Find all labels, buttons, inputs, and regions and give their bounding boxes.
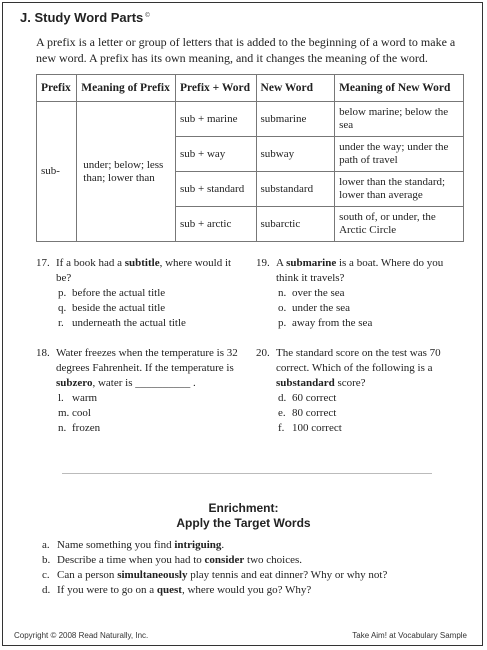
list-item: a. Name something you find intriguing. — [42, 539, 225, 551]
question-19 — [256, 256, 466, 331]
new-word-cell: submarine — [256, 102, 335, 137]
combo-cell: sub + marine — [175, 102, 256, 137]
target-word: consider — [204, 554, 245, 566]
question-20 — [256, 346, 466, 436]
answer-option[interactable]: q. beside the actual title — [58, 302, 166, 314]
target-word: quest — [156, 584, 182, 596]
table-row — [37, 102, 464, 137]
question-stem: If a book had a subtitle, where would it be? — [56, 257, 232, 284]
list-item: b. Describe a time when you had to consider two choices. — [42, 554, 303, 566]
list-item: c. Can a person simultaneously play tennis and eat dinner? Why or why not? — [42, 569, 388, 581]
target-word: intriguing — [174, 539, 222, 551]
answer-option[interactable]: n. over the sea — [278, 287, 345, 299]
answer-option[interactable]: m. cool — [58, 407, 91, 419]
target-word: substandard — [276, 377, 335, 389]
intro-paragraph: A prefix is a letter or group of letters that is added to the beginning of a word to make a new word. A prefix has its own meaning, and it changes the meaning of the word. — [36, 35, 456, 65]
question-stem: Water freezes when the temperature is 32 degrees Fahrenheit. If the temperature is subzero, water is __________ . — [56, 347, 238, 389]
column-header: New Word — [256, 75, 335, 102]
target-word: submarine — [286, 257, 337, 269]
footer-title: Take Aim! at Vocabulary Sample — [352, 631, 467, 640]
enrichment-list — [42, 538, 387, 598]
new-word-cell: subarctic — [256, 207, 335, 242]
column-header: Prefix — [37, 75, 77, 102]
answer-option[interactable]: p. away from the sea — [278, 317, 373, 329]
answer-option[interactable]: p. before the actual title — [58, 287, 166, 299]
combo-cell: sub + arctic — [175, 207, 256, 242]
answer-option[interactable]: d. 60 correct — [278, 392, 337, 404]
question-stem: A submarine is a boat. Where do you think it travels? — [276, 257, 444, 284]
target-word: subzero — [56, 377, 93, 389]
new-word-meaning-cell: south of, or under, the Arctic Circle — [335, 207, 464, 242]
question-number: 18. — [36, 347, 50, 359]
enrichment-subheading: Apply the Target Words — [176, 516, 311, 530]
target-word: simultaneously — [117, 569, 188, 581]
question-17 — [36, 256, 248, 331]
section-title — [20, 10, 150, 25]
question-number: 19. — [256, 257, 270, 269]
section-title-text: J. Study Word Parts — [20, 10, 144, 25]
new-word-meaning-cell: under the way; under the path of travel — [335, 137, 464, 172]
title-mark: © — [145, 12, 150, 19]
answer-option[interactable]: o. under the sea — [278, 302, 351, 314]
answer-option[interactable]: e. 80 correct — [278, 407, 337, 419]
combo-cell: sub + way — [175, 137, 256, 172]
question-number: 17. — [36, 257, 50, 269]
new-word-meaning-cell: lower than the standard; lower than average — [335, 172, 464, 207]
section-divider — [62, 473, 432, 474]
table-header-row — [37, 75, 464, 102]
answer-option[interactable]: r. underneath the actual title — [58, 317, 186, 329]
answer-option[interactable]: n. frozen — [58, 422, 101, 434]
new-word-meaning-cell: below marine; below the sea — [335, 102, 464, 137]
word-parts-table — [36, 74, 464, 242]
question-stem: The standard score on the test was 70 correct. Which of the following is a substandard score? — [276, 347, 441, 389]
new-word-cell: subway — [256, 137, 335, 172]
new-word-cell: substandard — [256, 172, 335, 207]
combo-cell: sub + standard — [175, 172, 256, 207]
question-18 — [36, 346, 246, 436]
column-header: Prefix + Word — [175, 75, 256, 102]
answer-option[interactable]: f. 100 correct — [278, 422, 342, 434]
prefix-cell: sub- — [37, 102, 77, 242]
answer-option[interactable]: l. warm — [58, 392, 98, 404]
enrichment-heading: Enrichment: — [208, 501, 279, 515]
prefix-meaning-cell: under; below; less than; lower than — [77, 102, 176, 242]
question-number: 20. — [256, 347, 270, 359]
column-header: Meaning of Prefix — [77, 75, 176, 102]
footer-copyright: Copyright © 2008 Read Naturally, Inc. — [14, 631, 149, 640]
list-item: d. If you were to go on a quest, where would you go? Why? — [42, 584, 312, 596]
target-word: subtitle — [124, 257, 160, 269]
column-header: Meaning of New Word — [335, 75, 464, 102]
